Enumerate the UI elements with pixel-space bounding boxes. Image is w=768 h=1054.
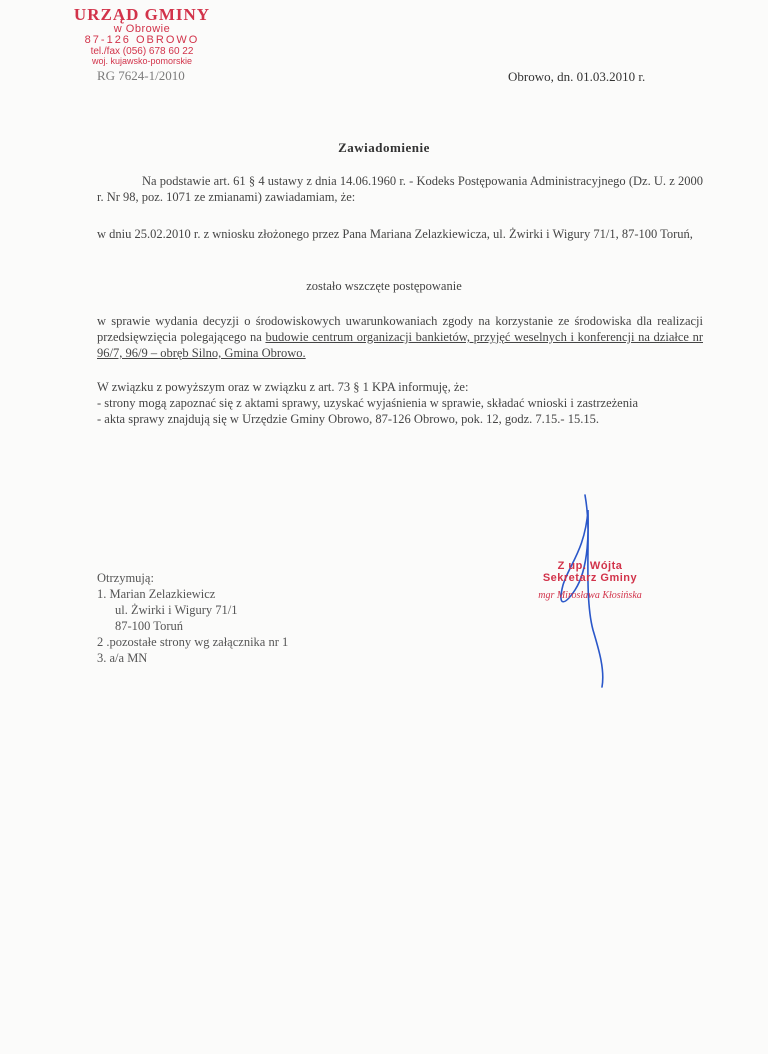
- legal-basis-paragraph: Na podstawie art. 61 § 4 ustawy z dnia 14.06.1960 r. - Kodeks Postępowania Administracyjnego (Dz. U. z 2000 r. Nr 98, poz. 1071 ze zmianami) zawiadamiam, że:: [97, 174, 703, 204]
- recipient-1: 1. Marian Zelazkiewicz: [97, 587, 216, 601]
- subject-text: w sprawie wydania decyzji o środowiskowych uwarunkowaniach zgody na korzystanie ze środowiska dla realizacji przedsięwzięcia polegającego na: [97, 314, 703, 344]
- stamp-location: w Obrowie: [113, 22, 171, 35]
- document-date: Obrowo, dn. 01.03.2010 r.: [508, 69, 646, 84]
- signature-stamp-line2: Sekretarz Gminy: [542, 572, 638, 585]
- signature-stamp: [505, 560, 675, 601]
- recipient-2: 2 .pozostałe strony wg załącznika nr 1: [97, 635, 289, 649]
- signature-stamp-line1: Z up. Wójta: [557, 560, 623, 572]
- information-paragraph: [97, 379, 703, 427]
- stamp-office-name: URZĄD GMINY: [73, 5, 211, 24]
- recipient-1-street: ul. Żwirki i Wigury 71/1: [115, 603, 238, 617]
- application-paragraph: w dniu 25.02.2010 r. z wniosku złożonego przez Pana Mariana Zelazkiewicza, ul. Żwirki i Wigury 71/1, 87-100 Toruń,: [97, 227, 693, 241]
- recipient-1-city: 87-100 Toruń: [115, 619, 183, 633]
- recipient-3: 3. a/a MN: [97, 651, 148, 665]
- recipients-heading: Otrzymują:: [97, 571, 154, 585]
- recipients-list: [97, 570, 288, 666]
- information-intro: W związku z powyższym oraz w związku z art. 73 § 1 KPA informuję, że:: [97, 380, 469, 394]
- signature-stamp-name: mgr Mirosława Kłosińska: [538, 590, 642, 602]
- subject-underlined-text: budowie centrum organizacji bankietów, przyjęć weselnych i konferencji na działce nr 96/7, 96/9 – obręb Silno, Gmina Obrowo.: [97, 330, 703, 360]
- stamp-phone: tel./fax (056) 678 60 22: [90, 45, 194, 57]
- stamp-voivodeship: woj. kujawsko-pomorskie: [91, 56, 193, 67]
- information-point-2: - akta sprawy znajdują się w Urzędzie Gminy Obrowo, 87-126 Obrowo, pok. 12, godz. 7.15.- 15.15.: [97, 412, 599, 426]
- reference-number: RG 7624-1/2010: [97, 68, 185, 83]
- proceedings-initiated-line: zostało wszczęte postępowanie: [306, 279, 462, 293]
- document-title: Zawiadomienie: [338, 140, 430, 155]
- subject-paragraph: [97, 313, 703, 361]
- office-header-stamp: [52, 6, 232, 67]
- stamp-postal: 87-126 OBROWO: [84, 34, 200, 47]
- information-point-1: - strony mogą zapoznać się z aktami sprawy, uzyskać wyjaśnienia w sprawie, składać wnioski i zastrzeżenia: [97, 396, 639, 410]
